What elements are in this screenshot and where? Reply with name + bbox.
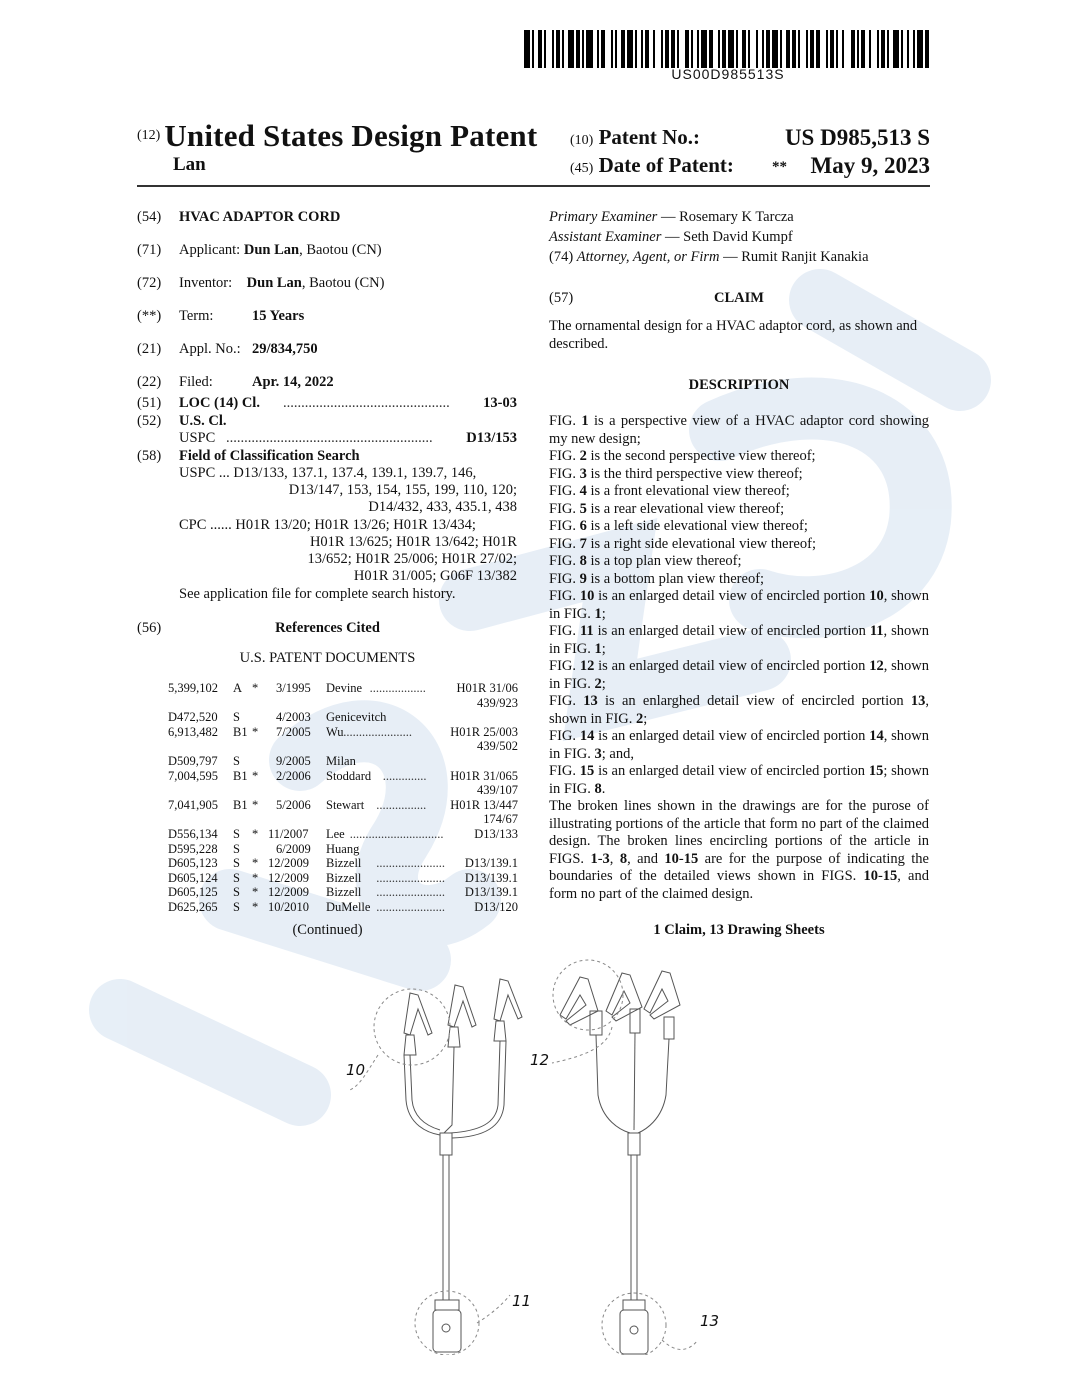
description-text: FIG.	[549, 483, 580, 499]
reference-dots: ..............................	[349, 826, 444, 841]
reference-row	[168, 725, 518, 740]
invention-title: HVAC ADAPTOR CORD	[179, 209, 341, 225]
term-label: Term:	[179, 308, 214, 324]
continued-label: (Continued)	[292, 922, 363, 938]
reference-name: Bizzell	[326, 870, 362, 885]
reference-class: H01R 25/003	[450, 724, 518, 739]
figure-label-12: 12	[530, 1051, 550, 1069]
reference-row	[168, 885, 518, 900]
description-text: ;	[643, 710, 648, 727]
reference-date: 7/2005	[276, 724, 311, 739]
filed-value: Apr. 14, 2022	[252, 374, 334, 390]
description-text: , and form no part of the claimed design.	[549, 868, 929, 902]
description-paragraph	[549, 483, 929, 501]
reference-number: D605,123	[168, 856, 218, 871]
figure-ref: 7	[579, 535, 587, 552]
description-paragraph	[549, 448, 929, 466]
figure-ref: 15	[868, 763, 884, 779]
figure-ref: 1	[590, 850, 598, 867]
patent-drawing	[340, 955, 740, 1355]
reference-class-secondary: 174/67	[483, 812, 518, 827]
uspc-dots: .........................................................	[226, 430, 433, 446]
primary-examiner	[549, 209, 929, 227]
reference-examiner-star: *	[252, 856, 259, 871]
description-text: FIG.	[549, 448, 580, 464]
description-paragraph	[549, 798, 929, 903]
reference-date: 9/2005	[276, 753, 311, 768]
description-paragraph	[549, 413, 929, 448]
description-paragraph	[549, 571, 929, 589]
description-text: FIG.	[549, 518, 580, 534]
figure-label-10: 10	[346, 1061, 366, 1079]
reference-date: 3/1995	[276, 681, 311, 695]
description-text: FIG.	[549, 728, 580, 744]
figure-ref: 12	[869, 658, 884, 674]
description-text: is an enlarged detail view of encircled portion	[594, 588, 870, 604]
description-text: FIG.	[549, 553, 580, 569]
reference-dots: ......................	[376, 885, 445, 900]
reference-kind: B1	[233, 724, 248, 739]
code-71: (71)	[137, 242, 162, 258]
description-text: is a left side elevational view thereof;	[586, 518, 808, 534]
figure-ref: 3	[602, 850, 610, 867]
reference-kind: S	[233, 753, 240, 768]
description-text: is the third perspective view thereof;	[586, 465, 803, 482]
reference-number: D605,125	[168, 885, 218, 900]
right-cord-figure	[560, 971, 680, 1354]
attorney	[549, 249, 929, 267]
description-paragraph	[549, 588, 929, 623]
description-text: is an enlarged detail view of encircled portion	[593, 623, 870, 639]
reference-row	[168, 710, 518, 725]
reference-row	[168, 871, 518, 886]
description-text: FIG.	[549, 465, 580, 482]
loc-value: 13-03	[483, 395, 517, 411]
description-text: FIG.	[549, 623, 580, 639]
description-text: -	[597, 850, 603, 867]
reference-row-continuation	[168, 696, 518, 711]
reference-class: D13/139.1	[464, 885, 518, 900]
code-45: (45)	[570, 161, 594, 176]
patent-no-label: Patent No.:	[598, 125, 701, 149]
applicant-field	[179, 242, 382, 259]
description-paragraph	[549, 536, 929, 554]
inventor-short: Lan	[173, 154, 206, 175]
description-text: are for the purpose of indicating the boundaries of the detailed views shown in FIGS.	[549, 850, 929, 884]
reference-examiner-star: *	[252, 768, 259, 783]
field-search-line-6: 13/652; H01R 25/006; H01R 27/02;	[307, 551, 517, 567]
reference-dots: ......................	[343, 724, 412, 739]
references-cited-title: References Cited	[275, 620, 380, 636]
figure-ref: 5	[579, 500, 587, 517]
appl-no-label: Appl. No.:	[179, 341, 241, 357]
field-search-line-7: H01R 31/005; G06F 13/382	[353, 568, 517, 584]
reference-number: 5,399,102	[168, 681, 218, 695]
inventor-name: Dun Lan	[246, 275, 302, 291]
description-text: is a perspective view of a HVAC adaptor cord showing my new design;	[549, 413, 929, 447]
description-text: , shown in FIG.	[549, 693, 929, 727]
us-patent-docs-title: U.S. PATENT DOCUMENTS	[239, 650, 416, 666]
description-text: is a right side elevational view thereof;	[586, 535, 816, 552]
figure-ref: 3	[579, 465, 587, 482]
inventor-place: , Baotou (CN)	[301, 275, 385, 291]
reference-kind: S	[233, 899, 240, 914]
primary-examiner-label: Primary Examiner	[549, 209, 658, 225]
description-text: is a rear elevational view thereof;	[586, 500, 785, 517]
description-text: -	[877, 868, 883, 884]
reference-dots: ................	[376, 797, 427, 812]
figure-ref: 15	[882, 868, 898, 884]
reference-class: H01R 13/447	[450, 797, 518, 812]
reference-kind: B1	[233, 768, 248, 783]
figure-ref: 15	[683, 850, 699, 867]
description-text: is an enlarged detail view of encircled portion	[594, 658, 870, 674]
filed-label: Filed:	[179, 374, 213, 390]
primary-examiner-name: — Rosemary K Tarcza	[657, 209, 794, 225]
figure-ref: 9	[579, 570, 587, 587]
applicant-name: Dun Lan	[243, 242, 300, 258]
field-search-line-4: CPC ...... H01R 13/20; H01R 13/26; H01R 13/434;	[179, 517, 476, 533]
description-paragraph	[549, 518, 929, 536]
uspc-value: D13/153	[466, 430, 517, 446]
reference-date: 12/2009	[268, 856, 309, 871]
description-text: is the second perspective view thereof;	[586, 448, 816, 464]
reference-row	[168, 754, 518, 769]
description-paragraph	[549, 658, 929, 693]
reference-dots: ..................	[369, 681, 426, 695]
reference-date: 6/2009	[276, 841, 311, 856]
reference-date: 12/2009	[268, 885, 309, 900]
loc-dots: ..............................................	[283, 395, 450, 411]
description-text: FIG.	[549, 500, 580, 517]
reference-name: Bizzell	[326, 856, 362, 871]
description-text: FIG.	[549, 763, 580, 779]
figure-ref: 2	[636, 710, 644, 727]
description-text: , shown in FIG.	[549, 658, 929, 692]
description-paragraph	[549, 501, 929, 519]
reference-kind: S	[233, 856, 240, 871]
claim-title: CLAIM	[714, 290, 764, 306]
reference-row-continuation	[168, 812, 518, 827]
inventor-label: Inventor:	[179, 275, 233, 291]
code-12: (12)	[137, 128, 161, 143]
figure-ref: 14	[579, 728, 595, 744]
field-search-line-2: D13/147, 153, 154, 155, 199, 110, 120;	[288, 482, 517, 498]
field-search-label: Field of Classification Search	[179, 448, 360, 464]
figure-ref: 3	[594, 745, 602, 762]
reference-dots: ......................	[376, 856, 445, 871]
description-text: , and	[627, 850, 665, 867]
assistant-examiner	[549, 229, 929, 247]
figure-ref: 13	[583, 693, 598, 709]
figure-ref: 10	[579, 588, 595, 604]
reference-name: Lee	[326, 826, 345, 841]
description-text: is an enlarghed detail view of encircled portion	[597, 693, 911, 709]
figure-ref: 1	[581, 413, 589, 429]
figure-ref: 6	[579, 518, 587, 534]
reference-row	[168, 842, 518, 857]
reference-class: D13/139.1	[464, 856, 518, 871]
reference-name: Stoddard	[326, 768, 372, 783]
description-text: is a top plan view thereof;	[586, 553, 742, 569]
us-cl-label: U.S. Cl.	[179, 413, 227, 429]
reference-name: Genicevitch	[326, 710, 387, 725]
references-table	[168, 681, 518, 915]
reference-name: Milan	[326, 753, 356, 768]
figure-ref: 15	[579, 763, 595, 779]
reference-examiner-star: *	[252, 724, 259, 739]
reference-name: Wu	[326, 724, 344, 739]
figure-ref: 10	[869, 588, 884, 604]
barcode-bar	[929, 30, 931, 68]
reference-row-continuation	[168, 739, 518, 754]
description-text: FIG.	[549, 693, 584, 709]
reference-date: 11/2007	[268, 826, 309, 841]
reference-examiner-star: *	[252, 870, 259, 885]
reference-examiner-star: *	[252, 797, 259, 812]
code-58: (58)	[137, 448, 162, 464]
reference-number: D509,797	[168, 753, 218, 768]
figure-ref: 8	[579, 553, 587, 569]
description-text: is an enlarged detail view of encircled portion	[594, 728, 870, 744]
reference-row-continuation	[168, 783, 518, 798]
reference-row	[168, 856, 518, 871]
description-title: DESCRIPTION	[688, 377, 790, 393]
reference-class-secondary: 439/502	[477, 739, 518, 754]
date-label: Date of Patent:	[598, 153, 734, 177]
description-text: ;	[601, 605, 606, 622]
description-text: FIG.	[549, 535, 580, 552]
reference-examiner-star: *	[252, 885, 259, 900]
description-paragraph	[549, 466, 929, 484]
description-paragraph	[549, 553, 929, 571]
reference-name: Bizzell	[326, 885, 362, 900]
patent-date: May 9, 2023	[810, 153, 930, 178]
reference-row	[168, 769, 518, 784]
reference-kind: A	[233, 681, 243, 695]
loc-label: LOC (14) Cl.	[179, 395, 260, 411]
reference-kind: S	[233, 826, 240, 841]
reference-class-secondary: 439/923	[477, 695, 518, 710]
figure-ref: 2	[579, 448, 587, 464]
reference-number: D556,134	[168, 826, 218, 841]
description-text: is an enlarged detail view of encircled portion	[594, 763, 869, 779]
figure-ref: 12	[579, 658, 595, 674]
description-text: -	[678, 850, 684, 867]
code-22: (22)	[137, 374, 162, 390]
reference-dots: ......................	[376, 870, 445, 885]
reference-class: D13/133	[474, 826, 518, 841]
reference-date: 4/2003	[276, 710, 311, 725]
applicant-place: , Baotou (CN)	[299, 242, 382, 258]
reference-kind: B1	[233, 797, 248, 812]
reference-row	[168, 827, 518, 842]
reference-number: 7,041,905	[168, 797, 218, 812]
reference-examiner-star: *	[252, 681, 259, 695]
reference-dots: ......................	[376, 899, 445, 914]
figure-ref: 1	[594, 640, 602, 657]
attorney-name: — Rumit Ranjit Kanakia	[719, 249, 869, 265]
figure-ref: 13	[910, 693, 926, 709]
document-title: United States Design Patent	[164, 118, 538, 153]
appl-no-value: 29/834,750	[252, 341, 318, 357]
reference-kind: S	[233, 841, 240, 856]
figure-ref: 1	[594, 605, 602, 622]
description-text: ; and,	[601, 745, 634, 762]
uspc-label: USPC	[179, 430, 216, 446]
term-value: 15 Years	[252, 308, 305, 324]
reference-dots: ..............	[382, 768, 427, 783]
reference-number: D625,265	[168, 899, 218, 914]
header-divider	[137, 185, 930, 187]
figure-ref: 11	[579, 623, 594, 639]
description-text: ,	[609, 850, 620, 867]
code-21: (21)	[137, 341, 162, 357]
figure-label-13: 13	[700, 1312, 720, 1330]
reference-name: Stewart	[326, 797, 365, 812]
barcode-number: US00D985513S	[671, 66, 785, 82]
description-text: is a front elevational view thereof;	[586, 483, 790, 499]
description-text: is a bottom plan view thereof;	[586, 570, 765, 587]
description-text: , shown in FIG.	[549, 728, 929, 762]
reference-name: Huang	[326, 841, 360, 856]
code-52: (52)	[137, 413, 162, 429]
description-paragraph	[549, 763, 929, 798]
field-search-line-1: USPC ... D13/133, 137.1, 137.4, 139.1, 139.7, 146,	[179, 465, 477, 481]
patent-number: US D985,513 S	[784, 125, 930, 150]
reference-number: D605,124	[168, 870, 218, 885]
description-text: , shown in FIG.	[549, 588, 929, 622]
description-body	[549, 413, 929, 903]
field-search-line-3: D14/432, 433, 435.1, 438	[368, 499, 517, 515]
code-57: (57)	[549, 290, 574, 306]
code-74: (74)	[549, 249, 574, 265]
barcode	[524, 30, 932, 68]
applicant-label: Applicant:	[179, 242, 241, 258]
description-text: .	[601, 780, 606, 797]
reference-class: D13/139.1	[464, 870, 518, 885]
description-paragraph	[549, 693, 929, 728]
description-paragraph	[549, 728, 929, 763]
figure-ref: 10	[863, 868, 878, 884]
claim-text: The ornamental design for a HVAC adaptor cord, as shown and described.	[549, 318, 918, 352]
figure-label-11: 11	[512, 1292, 532, 1310]
reference-kind: S	[233, 870, 240, 885]
reference-kind: S	[233, 710, 240, 725]
field-search-line-5: H01R 13/625; H01R 13/642; H01R	[309, 534, 517, 550]
reference-row	[168, 798, 518, 813]
header-left	[137, 118, 538, 175]
reference-row	[168, 900, 518, 915]
description-text: FIG.	[549, 588, 580, 604]
reference-number: D595,228	[168, 841, 218, 856]
attorney-label: Attorney, Agent, or Firm	[576, 249, 720, 265]
reference-name: Devine	[326, 681, 363, 695]
reference-class: H01R 31/06	[456, 681, 518, 695]
header-right	[570, 125, 930, 181]
description-paragraph	[549, 623, 929, 658]
figure-ref: 11	[869, 623, 884, 639]
figure-ref: 4	[579, 483, 587, 499]
reference-date: 5/2006	[276, 797, 311, 812]
figure-ref: 8	[619, 850, 628, 867]
reference-kind: S	[233, 885, 240, 900]
reference-number: D472,520	[168, 710, 218, 725]
reference-row	[168, 681, 518, 696]
code-51: (51)	[137, 395, 162, 411]
claim-heading-row	[549, 290, 929, 308]
reference-date: 2/2006	[276, 768, 311, 783]
figure-ref: 2	[594, 675, 602, 692]
field-search-note: See application file for complete search history.	[179, 586, 456, 602]
reference-class: D13/120	[474, 899, 518, 914]
reference-name: DuMelle	[326, 899, 371, 914]
description-text: ;	[601, 675, 606, 692]
description-text: ; shown in FIG.	[549, 763, 929, 797]
reference-date: 12/2009	[268, 870, 309, 885]
left-cord-figure	[404, 979, 522, 1352]
description-text: FIG.	[549, 570, 580, 587]
description-text: , shown in FIG.	[549, 623, 929, 657]
description-text: The broken lines shown in the drawings are for the purose of illustrating portions of the article that form no part of the claimed design. The broken lines encircling portions of the article in FIGS.	[549, 798, 929, 867]
reference-examiner-star: *	[252, 826, 259, 841]
reference-class: H01R 31/065	[450, 768, 518, 783]
figure-ref: 10	[664, 850, 679, 867]
reference-date: 10/2010	[268, 899, 309, 914]
figure-ref: 8	[594, 780, 602, 797]
code-10: (10)	[570, 133, 594, 148]
reference-examiner-star: *	[252, 899, 259, 914]
reference-number: 6,913,482	[168, 724, 218, 739]
code-72: (72)	[137, 275, 162, 291]
code-56: (56)	[137, 620, 162, 636]
assistant-examiner-name: — Seth David Kumpf	[661, 229, 793, 245]
code-term: (**)	[137, 308, 162, 324]
figure-ref: 14	[869, 728, 884, 744]
description-text: FIG.	[549, 413, 582, 429]
description-text: ;	[601, 640, 606, 657]
description-text: FIG.	[549, 658, 580, 674]
claims-sheets-line: 1 Claim, 13 Drawing Sheets	[653, 922, 825, 938]
inventor-field	[179, 275, 384, 292]
term-stars: **	[772, 159, 787, 175]
code-54: (54)	[137, 209, 162, 225]
reference-number: 7,004,595	[168, 768, 218, 783]
reference-class-secondary: 439/107	[477, 783, 518, 798]
assistant-examiner-label: Assistant Examiner	[549, 229, 662, 245]
